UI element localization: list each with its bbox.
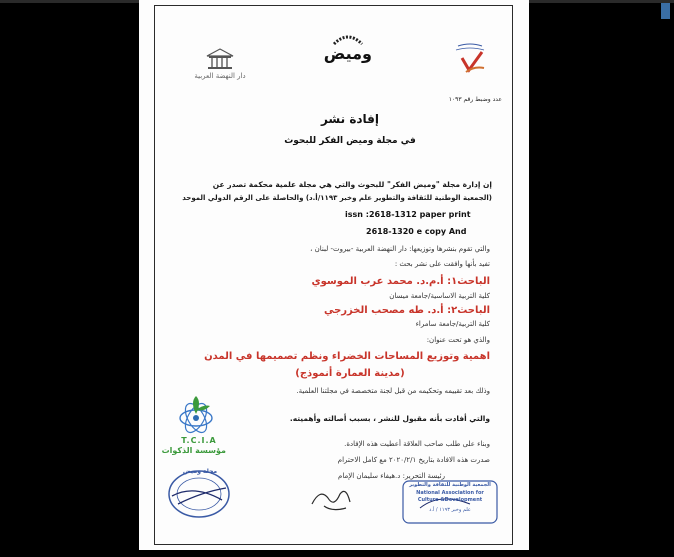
reference-number: عدد وضبط رقم ١٠٩٣ <box>448 96 502 103</box>
body-line-3: والتي تقوم بنشرها وتوزيعها: دار النهضة العربية -بيروت- لبنان ، <box>310 245 490 253</box>
body-line-2: (الجمعية الوطنية للثقافة والتطوير علم وخبر ١١٩٣/أ.د) والحاصلة على الرقم الدولي الموحد <box>182 194 492 202</box>
corner-badge <box>661 3 670 19</box>
tcia-label: T.C.I.A <box>181 436 217 445</box>
acceptance-text: والتي أفادت بأنه مقبول للنشر ، بسبب أصالته وأهميته. <box>289 414 490 423</box>
tcia-logo-icon <box>176 392 220 436</box>
closing-line-2: صدرت هذه الافادة بتاريخ ٢٠٢٠/٢/١ مع كامل الاحترام <box>337 456 490 464</box>
association-stamp-line-2: National Association for <box>416 490 484 496</box>
journal-logo-text: وميض <box>323 44 372 63</box>
association-logo-icon <box>452 42 488 80</box>
association-stamp-line-3: Culture &Development <box>417 497 483 503</box>
issn-print: issn :2618-1312 paper print <box>345 210 471 219</box>
publisher-logo-icon <box>203 46 237 70</box>
issn-online: 2618-1320 e copy And <box>366 227 467 236</box>
researcher-2-name: الباحث٢: أ.د. طه مصحب الخزرجي <box>323 305 490 316</box>
document-title: إفادة نشر <box>320 112 380 126</box>
researcher-2-affiliation: كلية التربية/جامعة سامراء <box>415 320 490 328</box>
association-stamp-line-1: الجمعية الوطنية للثقافة والتطوير <box>409 482 491 488</box>
researcher-1-name: الباحث١: أ.م.د. محمد عرب الموسوي <box>311 276 490 287</box>
research-title-line-1: اهمية وتوزيع المساحات الخضراء ونظم تصميمها في المدن <box>204 351 490 362</box>
researcher-1-affiliation: كلية التربية الاساسية/جامعة ميسان <box>389 292 490 300</box>
closing-line-1: وبناء على طلب صاحب العلاقة أعطيت هذه الإفادة. <box>344 440 490 448</box>
editor-signature-icon <box>306 484 356 516</box>
body-line-4: تفيد بأنها وافقت على نشر بحث : <box>394 260 490 268</box>
research-title-line-2: (مدينة العمارة أنموذج) <box>295 368 405 379</box>
journal-stamp-text: مجلة وميض <box>182 468 218 475</box>
editor-signature-line: رئيسة التحرير: د.هيفاء سليمان الإمام <box>338 472 445 480</box>
evaluation-text: وذلك بعد تقييمه وتحكيمه من قبل لجنة متخصصة في مجلتنا العلمية. <box>296 387 490 395</box>
document-frame <box>154 5 513 545</box>
document-subtitle: في مجلة وميض الفكر للبحوث <box>284 136 416 146</box>
body-line-1: إن إدارة مجلة "وميض الفكر" للبحوث والتي هي مجلة علمية محكمة تصدر عن <box>212 180 492 189</box>
association-stamp-line-4: علم وخبر ١١٩٣ / أ.د <box>429 507 471 513</box>
title-intro: والذي هو تحت عنوان: <box>426 336 490 344</box>
tcia-caption: مؤسسة الذكوات <box>161 446 226 455</box>
publisher-logo-caption: دار النهضة العربية <box>194 72 246 80</box>
